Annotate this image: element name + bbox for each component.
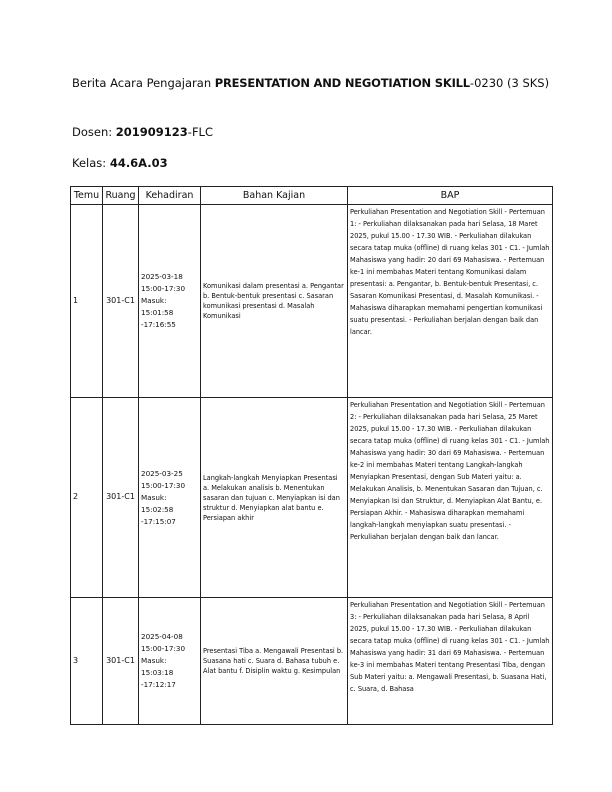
lecturer-suffix: -FLC (187, 125, 213, 139)
lecturer-line (72, 124, 213, 141)
cell-ruang: 301-C1 (103, 205, 139, 398)
cell-kehadiran: 2025-03-18 15:00-17:30 Masuk: 15:01:58 -17:16:55 (139, 205, 201, 398)
cell-bahan-kajian: Presentasi Tiba a. Mengawali Presentasi b. Suasana hati c. Suara d. Bahasa tubuh e. Alat bantu f. Disiplin waktu g. Kesimpulan (201, 598, 348, 725)
page-title (72, 75, 552, 92)
title-prefix: Berita Acara Pengajaran (72, 76, 215, 90)
column-header-ruang: Ruang (103, 187, 139, 205)
class-line (72, 155, 168, 172)
cell-temu: 3 (71, 598, 103, 725)
class-value: 44.6A.03 (109, 156, 168, 170)
column-header-temu: Temu (71, 187, 103, 205)
table-row (71, 398, 553, 598)
cell-temu: 1 (71, 205, 103, 398)
cell-ruang: 301-C1 (103, 398, 139, 598)
table-row (71, 598, 553, 725)
cell-kehadiran: 2025-03-25 15:00-17:30 Masuk: 15:02:58 -17:15:07 (139, 398, 201, 598)
cell-bap: Perkuliahan Presentation and Negotiation Skill - Pertemuan 2: - Perkuliahan dilaksanakan pada hari Selasa, 25 Maret 2025, pukul 15.00 - 17.30 WIB. - Perkuliahan dilakukan secara tatap muka (offline) di ruang kelas 301 - C1. - Jumlah Mahasiswa yang hadir: 30 dari 69 Mahasiswa. - Pertemuan ke-2 ini membahas Materi tentang Langkah-langkah Menyiapkan Presentasi, dengan Sub Materi yaitu: a. Melakukan Analisis, b. Menentukan Sasaran dan Tujuan, c. Menyiapkan Isi dan Struktur, d. Menyiapkan Alat Bantu, e. Persiapan Akhir. - Mahasiswa diharapkan memahami langkah-langkah menyiapkan suatu presentasi. - Perkuliahan berjalan dengan baik dan lancar. (348, 398, 553, 598)
column-header-bahan-kajian: Bahan Kajian (201, 187, 348, 205)
teaching-record-table (70, 186, 553, 725)
lecturer-code: 201909123 (115, 125, 188, 139)
course-name: PRESENTATION AND NEGOTIATION SKILL (214, 76, 470, 90)
table-header-row (71, 187, 553, 205)
cell-ruang: 301-C1 (103, 598, 139, 725)
cell-bahan-kajian: Komunikasi dalam presentasi a. Pengantar b. Bentuk-bentuk presentasi c. Sasaran komunikasi presentasi d. Masalah Komunikasi (201, 205, 348, 398)
class-label: Kelas: (72, 156, 110, 170)
cell-kehadiran: 2025-04-08 15:00-17:30 Masuk: 15:03:18 -17:12:17 (139, 598, 201, 725)
column-header-kehadiran: Kehadiran (139, 187, 201, 205)
cell-bap: Perkuliahan Presentation and Negotiation Skill - Pertemuan 1: - Perkuliahan dilaksanakan pada hari Selasa, 18 Maret 2025, pukul 15.00 - 17.30 WIB. - Perkuliahan dilakukan secara tatap muka (offline) di ruang kelas 301 - C1. - Jumlah Mahasiswa yang hadir: 20 dari 69 Mahasiswa. - Pertemuan ke-1 ini membahas Materi tentang Komunikasi dalam presentasi: a. Pengantar, b. Bentuk-bentuk Presentasi, c. Sasaran Komunikasi Presentasi, d. Masalah Komunikasi. - Mahasiswa diharapkan memahami pengertian komunikasi suatu presentasi. - Perkuliahan berjalan dengan baik dan lancar. (348, 205, 553, 398)
cell-temu: 2 (71, 398, 103, 598)
table-row (71, 205, 553, 398)
course-code-credits: -0230 (3 SKS) (469, 76, 550, 90)
column-header-bap: BAP (348, 187, 553, 205)
cell-bahan-kajian: Langkah-langkah Menyiapkan Presentasi a. Melakukan analisis b. Menentukan sasaran dan tujuan c. Menyiapkan isi dan struktur d. Menyiapkan alat bantu e. Persiapan akhir (201, 398, 348, 598)
cell-bap: Perkuliahan Presentation and Negotiation Skill - Pertemuan 3: - Perkuliahan dilaksanakan pada hari Selasa, 8 April 2025, pukul 15.00 - 17.30 WIB. - Perkuliahan dilakukan secara tatap muka (offline) di ruang kelas 301 - C1. - Jumlah Mahasiswa yang hadir: 31 dari 69 Mahasiswa. - Pertemuan ke-3 ini membahas Materi tentang Presentasi Tiba, dengan Sub Materi yaitu: a. Mengawali Presentasi, b. Suasana Hati, c. Suara, d. Bahasa (348, 598, 553, 725)
lecturer-label: Dosen: (72, 125, 116, 139)
